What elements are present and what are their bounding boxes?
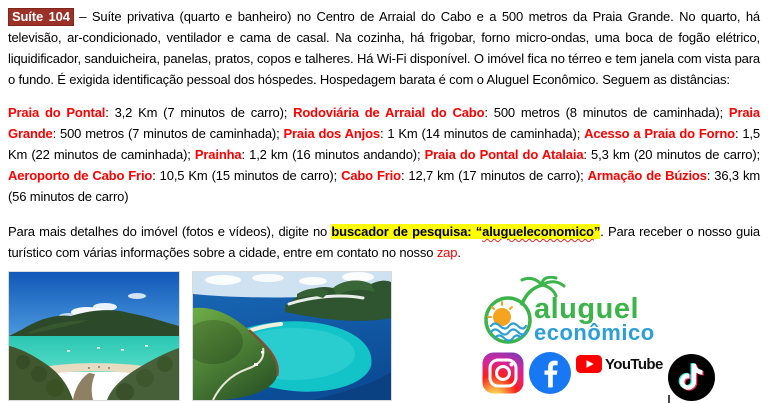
place-detail: : 5,3 km (20 minutos de carro); xyxy=(583,147,760,162)
place-name: Rodoviária de Arraial do Cabo xyxy=(293,105,485,120)
highlight-trail: ” xyxy=(593,224,601,239)
media-row xyxy=(8,271,760,401)
cta-text-before: Para mais detalhes do imóvel (fotos e vídeos), digite no xyxy=(8,224,332,239)
intro-text: – Suíte privativa (quarto e banheiro) no Centro de Arraial do Cabo e a 500 metros da Praia Grande. No quarto, há televisão, ar-condicionado, ventilador e cama de casal. Na cozinha, há frigobar, forno micro-ondas, uma boca de fogão elétrico, liquidificador, sanduicheira, panelas, pratos, copos e talheres. Há Wi-Fi disponível. O imóvel fica no térreo e tem janela com vista para o fundo. É exigida identificação pessoal dos hóspedes. Hospedagem barata é com o Aluguel Econômico. Seguem as distâncias: xyxy=(8,9,760,87)
social-icons-row xyxy=(482,352,715,401)
cta-paragraph xyxy=(8,221,760,263)
place-name: Praia dos Anjos xyxy=(283,126,380,141)
place-name: Prainha xyxy=(194,147,242,162)
distances-paragraph xyxy=(8,102,760,207)
beach-photo-illustration xyxy=(9,272,179,400)
place-name: Praia Grande xyxy=(8,105,760,141)
highlight-lead: buscador de pesquisa: “ xyxy=(331,224,483,239)
instagram-icon[interactable] xyxy=(482,352,524,394)
brand-block xyxy=(482,271,715,401)
intro-paragraph xyxy=(8,6,760,90)
search-highlight xyxy=(331,224,600,239)
place-detail: : 1,2 km (16 minutos andando); xyxy=(241,147,425,162)
place-detail: : 3,2 Km (7 minutos de carro); xyxy=(105,105,294,120)
cta-text-after: . Para receber o nosso guia turístico com várias informações sobre a cidade, entre em contato no nosso xyxy=(8,224,760,260)
place-detail: : 12,7 km (17 minutos de carro); xyxy=(400,168,588,183)
place-detail: : 36,3 km (56 minutos de carro) xyxy=(8,168,761,204)
brand-name-line2: econômico xyxy=(534,320,655,345)
photo-aerial-bay xyxy=(192,271,392,401)
suite-badge: Suíte 104 xyxy=(8,8,74,26)
aerial-bay-illustration xyxy=(193,272,391,400)
photo-beach-path xyxy=(8,271,180,401)
place-name: Armação de Búzios xyxy=(587,168,707,183)
youtube-icon[interactable] xyxy=(576,355,663,373)
place-name: Acesso a Praia do Forno xyxy=(584,126,735,141)
place-detail: : 1 Km (14 minutos de caminhada); xyxy=(379,126,585,141)
place-detail: : 1,5 Km (22 minutos de caminhada); xyxy=(8,126,760,162)
youtube-play-button xyxy=(576,355,602,373)
place-detail: : 500 metros (7 minutos de caminhada); xyxy=(52,126,284,141)
tiktok-icon[interactable] xyxy=(668,354,715,401)
place-name: Praia do Pontal do Atalaia xyxy=(424,147,584,162)
place-name: Praia do Pontal xyxy=(8,105,106,120)
place-name: Aeroporto de Cabo Frio xyxy=(8,168,153,183)
facebook-icon[interactable] xyxy=(529,352,571,394)
place-name: Cabo Frio xyxy=(341,168,401,183)
place-detail: : 10,5 Km (15 minutos de carro); xyxy=(152,168,342,183)
youtube-label: YouTube xyxy=(605,355,663,373)
place-detail: : 500 metros (8 minutos de caminhada); xyxy=(484,105,729,120)
aluguel-economico-logo xyxy=(482,276,672,348)
cta-period: . xyxy=(457,245,461,260)
brand-name-line1: aluguel xyxy=(534,293,640,325)
zap-link[interactable]: zap xyxy=(436,245,458,260)
brand-search-term: alugueleconomico xyxy=(482,224,594,239)
